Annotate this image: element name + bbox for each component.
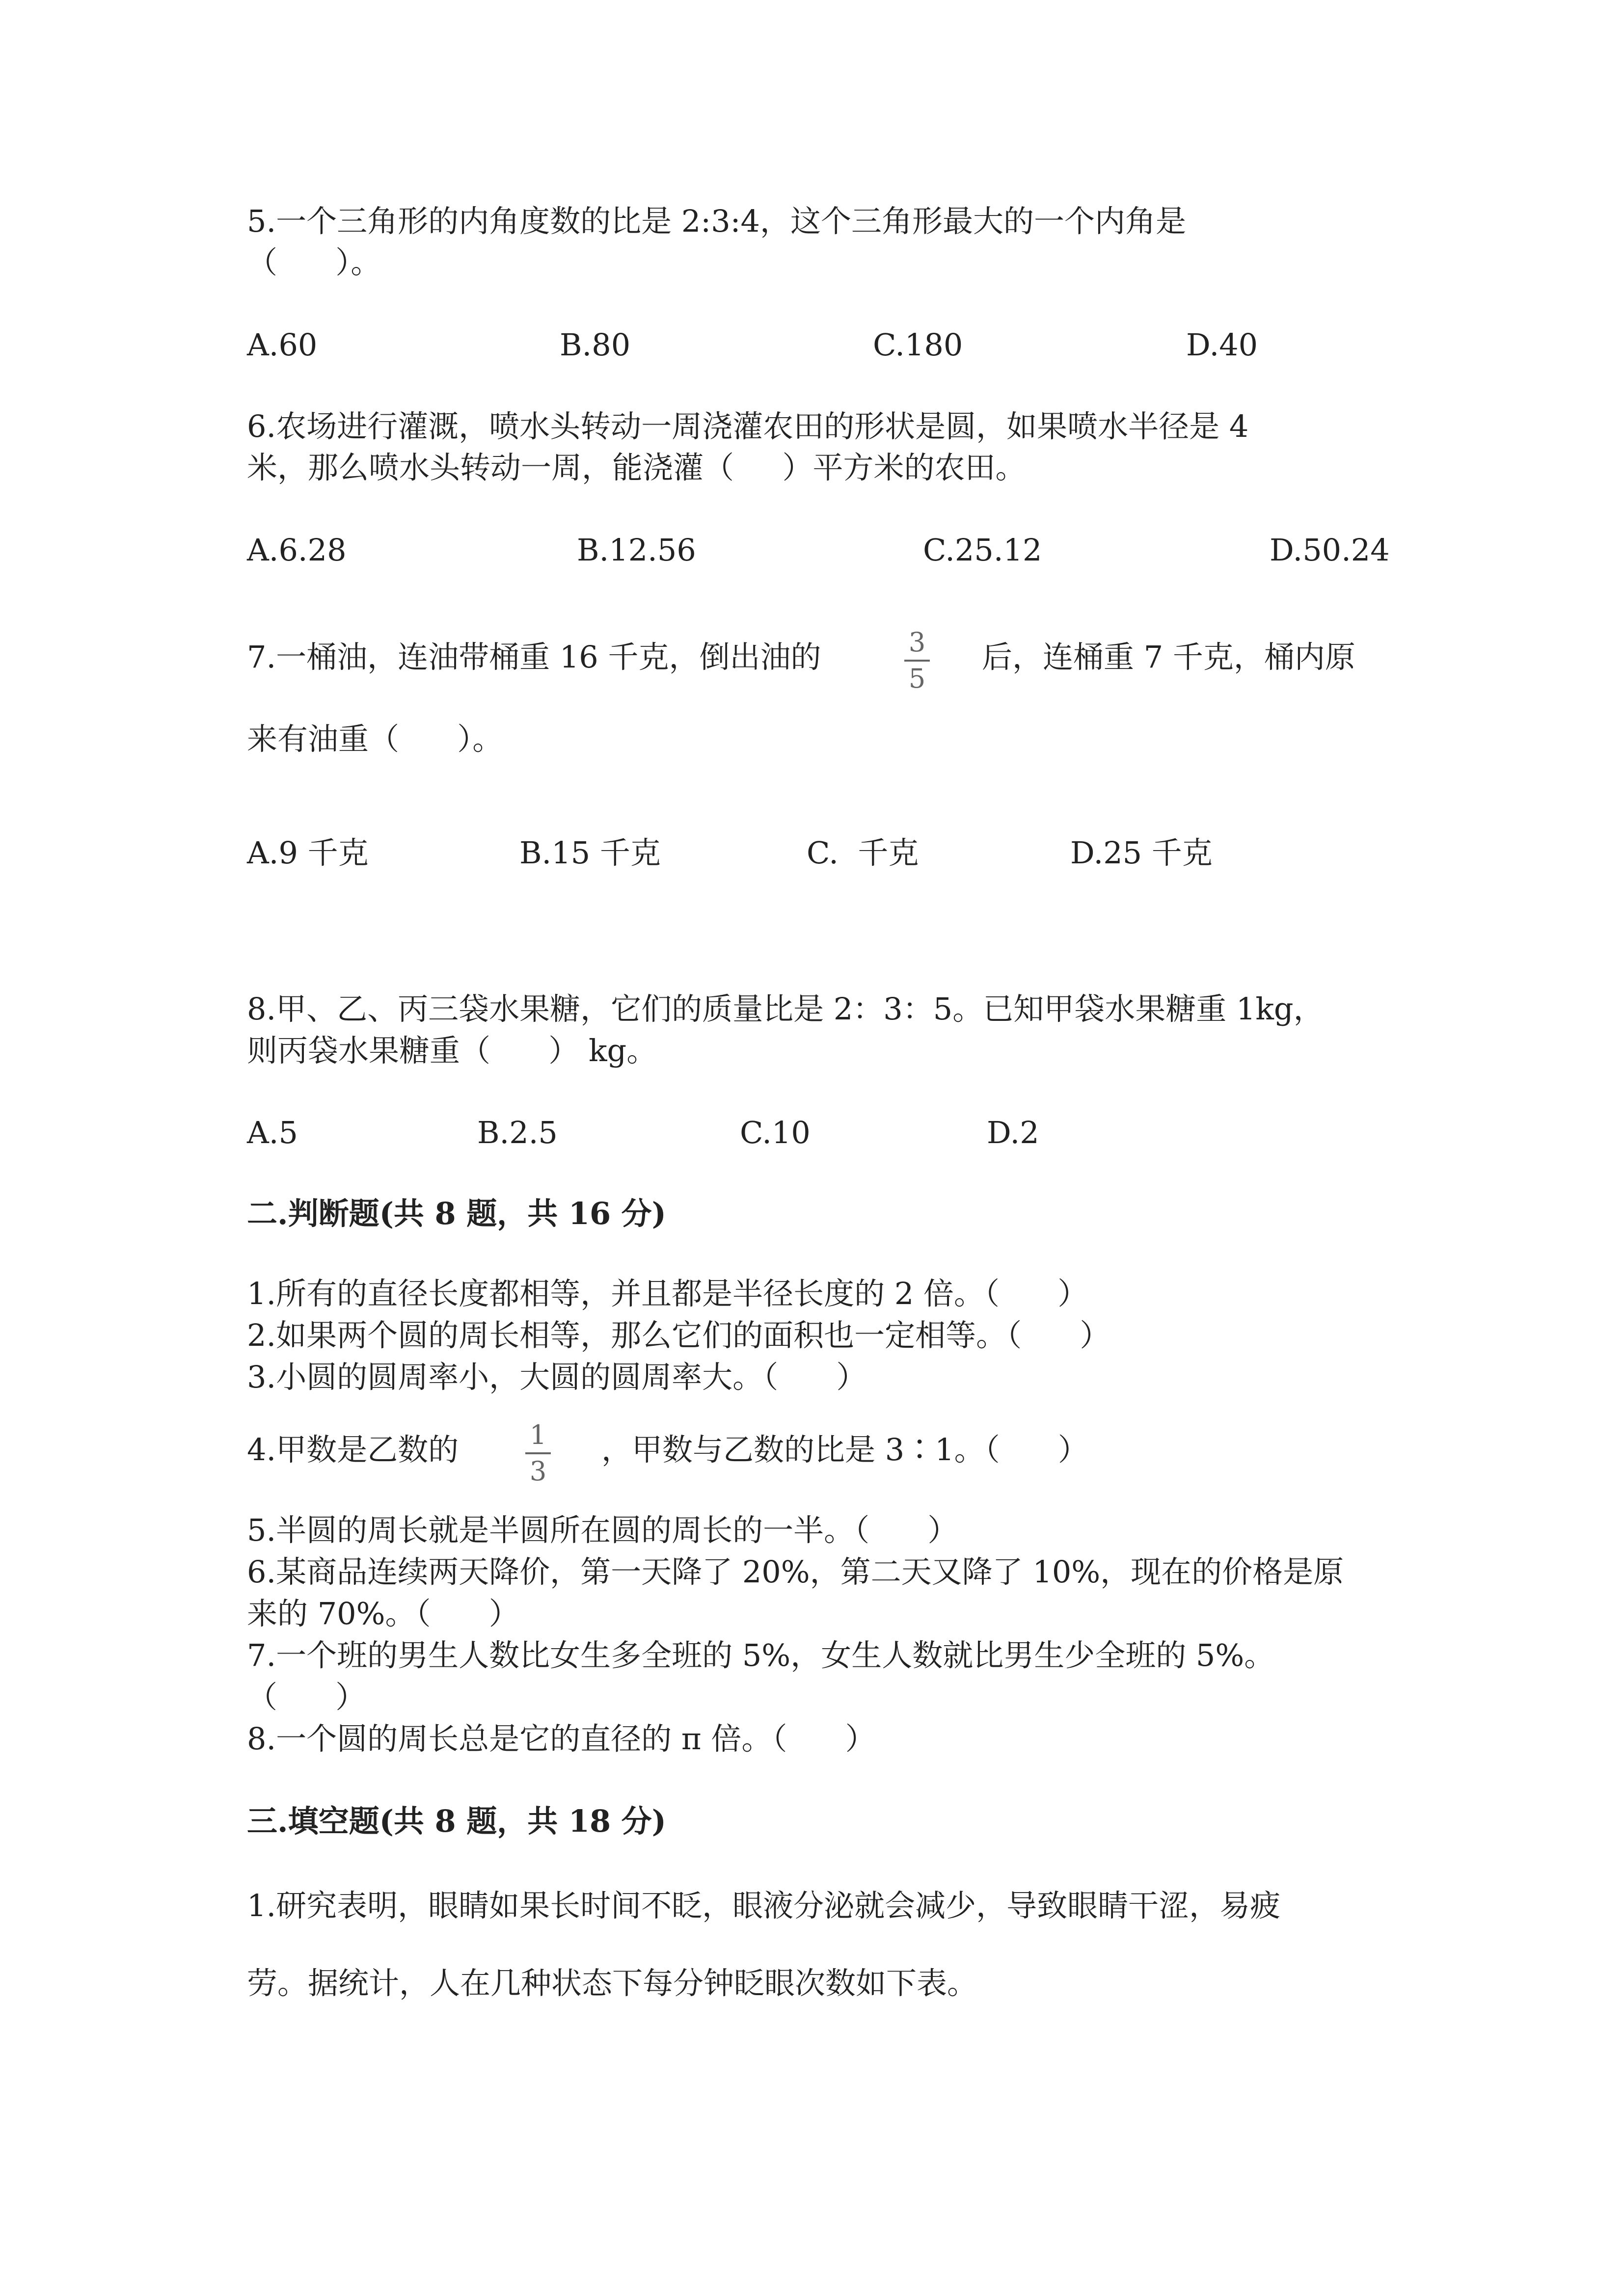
true-false-item-8: 8.一个圆的周长总是它的直径的 π 倍。（ ） (247, 1721, 876, 1757)
question-6-text-line2: 米，那么喷水头转动一周，能浇灌（ ）平方米的农田。 (247, 450, 1026, 485)
question-5-option-c: C.180 (873, 327, 963, 363)
fraction-denominator: 3 (529, 1456, 547, 1487)
question-7-option-b: B.15 千克 (519, 835, 661, 871)
true-false-item-7-line1: 7.一个班的男生人数比女生多全班的 5%，女生人数就比男生少全班的 5%。 (247, 1637, 1275, 1673)
question-6-text-line1: 6.农场进行灌溉，喷水头转动一周浇灌农田的形状是圆，如果喷水半径是 4 (247, 408, 1249, 444)
true-false-item-1: 1.所有的直径长度都相等，并且都是半径长度的 2 倍。（ ） (247, 1276, 1088, 1311)
question-5-text-line1: 5.一个三角形的内角度数的比是 2:3:4，这个三角形最大的一个内角是 (247, 203, 1186, 239)
fraction-denominator: 5 (908, 663, 926, 694)
true-false-item-4-part1: 4.甲数是乙数的 (247, 1432, 459, 1468)
question-7-text-line1-part2: 后，连桶重 7 千克，桶内原 (982, 639, 1355, 675)
fill-blank-question-1-line2: 劳。据统计，人在几种状态下每分钟眨眼次数如下表。 (247, 1965, 978, 2001)
question-7-option-d: D.25 千克 (1070, 835, 1213, 871)
question-5-option-b: B.80 (560, 327, 631, 363)
question-6-option-a: A.6.28 (247, 532, 347, 568)
question-8-text-line2: 则丙袋水果糖重（ ） kg。 (247, 1033, 657, 1068)
question-8-option-b: B.2.5 (477, 1115, 558, 1150)
fraction-bar (525, 1452, 551, 1454)
fill-blank-question-1-line1: 1.研究表明，眼睛如果长时间不眨，眼液分泌就会减少，导致眼睛干涩，易疲 (247, 1888, 1281, 1923)
true-false-item-7-line2: （ ） (247, 1679, 366, 1715)
true-false-item-4-part2: ，甲数与乙数的比是 3∶1。（ ） (601, 1432, 1088, 1468)
question-7-option-c: C. 千克 (807, 835, 919, 871)
question-8-option-d: D.2 (987, 1115, 1039, 1150)
fraction-numerator: 3 (908, 627, 926, 658)
fraction-one-third (523, 1419, 553, 1487)
true-false-item-6-line1: 6.某商品连续两天降价，第一天降了 20%，第二天又降了 10%，现在的价格是原 (247, 1554, 1344, 1590)
true-false-item-5: 5.半圆的周长就是半圆所在圆的周长的一半。（ ） (247, 1512, 958, 1548)
section-3-heading: 三.填空题(共 8 题，共 18 分) (247, 1803, 667, 1839)
fraction-three-fifths (902, 629, 932, 692)
question-8-option-a: A.5 (247, 1115, 298, 1150)
question-8-option-c: C.10 (740, 1115, 811, 1150)
true-false-item-6-line2: 来的 70%。（ ） (247, 1596, 519, 1631)
question-6-option-c: C.25.12 (923, 532, 1042, 568)
true-false-item-2: 2.如果两个圆的周长相等，那么它们的面积也一定相等。（ ） (247, 1317, 1110, 1353)
question-5-text-line2: （ ）。 (247, 244, 381, 280)
true-false-item-3: 3.小圆的圆周率小，大圆的圆周率大。（ ） (247, 1359, 867, 1395)
question-5-option-a: A.60 (247, 327, 318, 363)
question-8-text-line1: 8.甲、乙、丙三袋水果糖，它们的质量比是 2：3：5。已知甲袋水果糖重 1kg， (247, 991, 1324, 1027)
question-6-option-b: B.12.56 (577, 532, 696, 568)
question-7-text-line2: 来有油重（ ）。 (247, 721, 503, 757)
question-6-option-d: D.50.24 (1270, 532, 1390, 568)
question-7-text-line1-part1: 7.一桶油，连油带桶重 16 千克，倒出油的 (247, 639, 821, 675)
fraction-bar (904, 660, 930, 662)
section-2-heading: 二.判断题(共 8 题，共 16 分) (247, 1196, 667, 1231)
fraction-numerator: 1 (529, 1419, 547, 1450)
question-5-option-d: D.40 (1186, 327, 1258, 363)
question-7-option-a: A.9 千克 (247, 835, 369, 871)
